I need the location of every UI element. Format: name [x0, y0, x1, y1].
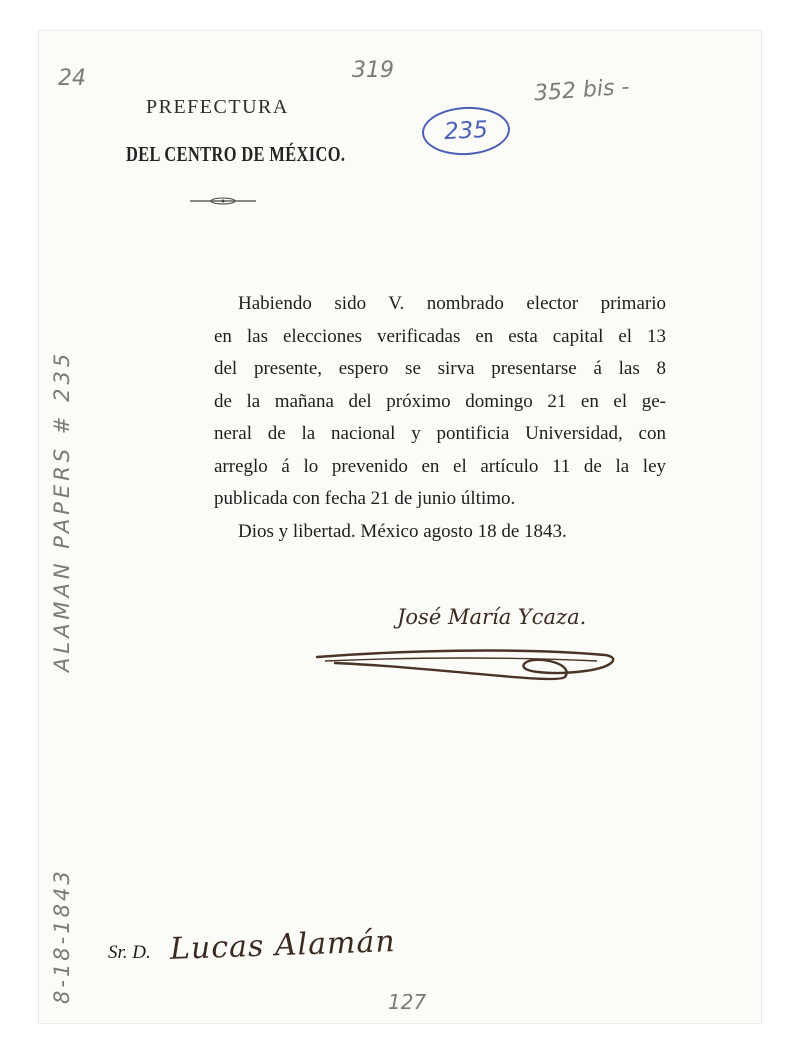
margin-note-papers: ALAMAN PAPERS # 235: [50, 349, 74, 672]
closing-line: Dios y libertad. México agosto 18 de 1843.: [238, 520, 567, 542]
letterhead-subtitle: DEL CENTRO DE MÉXICO.: [126, 142, 346, 166]
margin-note-date: 8-18-1843: [50, 868, 74, 1004]
letterhead-title: PREFECTURA: [146, 96, 289, 118]
ornament-divider: [188, 195, 258, 207]
letter-body: [214, 288, 666, 548]
signature-name: José María Ycaza.: [397, 605, 587, 629]
addressee-label: Sr. D.: [108, 942, 151, 963]
body-line: neral de la nacional y pontificia Universidad, con: [214, 423, 666, 444]
annotation-bottom: 127: [388, 990, 427, 1014]
body-line: arreglo á lo prevenido en el artículo 11 de la ley: [214, 455, 666, 477]
addressee-name: Lucas Alamán: [169, 924, 397, 967]
body-line: publicada con fecha 21 de junio último.: [214, 488, 516, 509]
signature-flourish: [315, 633, 625, 713]
annotation-top-left: 24: [58, 66, 86, 91]
annotation-top-center: 319: [352, 58, 394, 83]
annotation-top-right: 352 bis -: [533, 74, 631, 107]
body-line: del presente, espero se sirva presentarse á las 8: [214, 358, 666, 379]
body-line: Habiendo sido V. nombrado elector primario: [238, 293, 666, 314]
signature: [315, 605, 587, 629]
body-line: en las elecciones verificadas en esta capital el 13: [214, 325, 666, 347]
body-line: de la mañana del próximo domingo 21 en el ge-: [214, 390, 666, 412]
circled-number: 235: [421, 105, 511, 158]
